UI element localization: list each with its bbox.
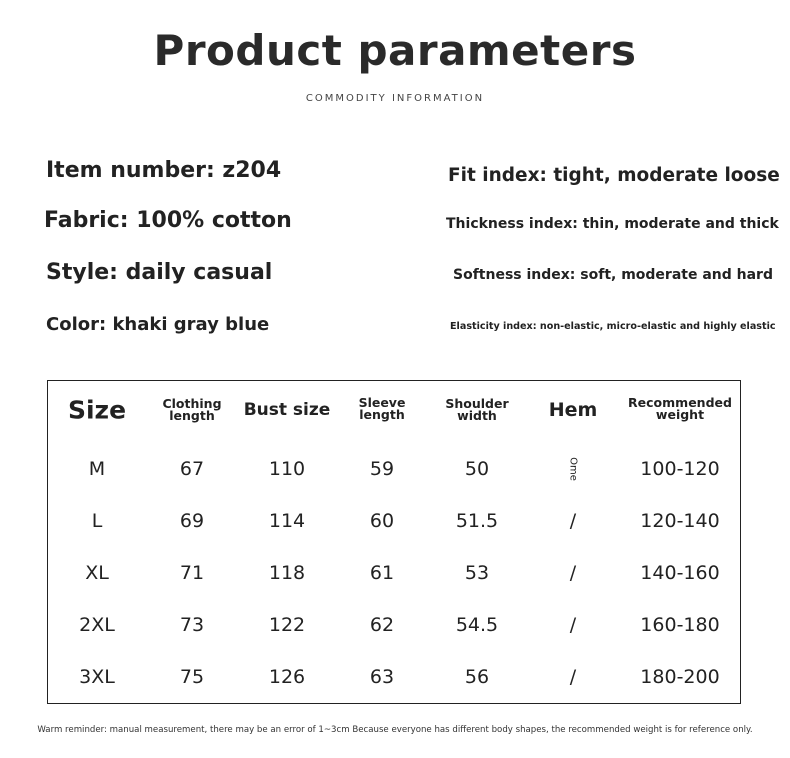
cell-hem: / — [569, 614, 577, 636]
header-bust-size: Bust size — [243, 400, 331, 420]
spec-style: Style: daily casual — [46, 260, 273, 285]
cell-shoulder: 54.5 — [455, 614, 499, 636]
cell-sleeve: 61 — [369, 562, 395, 584]
header-sleeve-length-line1: Sleeve — [358, 395, 406, 410]
header-recommended-weight-line2: weight — [655, 407, 705, 422]
cell-clothing-length: 73 — [179, 614, 205, 636]
spec-fabric: Fabric: 100% cotton — [44, 208, 292, 233]
cell-hem: / — [569, 562, 577, 584]
cell-clothing-length: 69 — [179, 510, 205, 532]
cell-shoulder: 51.5 — [455, 510, 499, 532]
cell-bust: 126 — [268, 666, 306, 688]
cell-sleeve: 63 — [369, 666, 395, 688]
cell-bust: 118 — [268, 562, 306, 584]
header-shoulder-width-line2: width — [457, 408, 497, 423]
header-size: Size — [67, 395, 127, 425]
cell-weight: 160-180 — [640, 614, 720, 636]
size-table — [47, 380, 741, 704]
header-recommended-weight-line1: Recommended — [628, 395, 732, 410]
cell-bust: 110 — [268, 458, 306, 480]
spec-thickness-index: Thickness index: thin, moderate and thick — [446, 216, 779, 232]
cell-clothing-length: 67 — [179, 458, 205, 480]
cell-shoulder: 56 — [464, 666, 490, 688]
header-sleeve-length-line2: length — [359, 407, 405, 422]
header-clothing-length-line1: Clothing — [162, 396, 222, 411]
cell-sleeve: 62 — [369, 614, 395, 636]
cell-sleeve: 59 — [369, 458, 395, 480]
cell-weight: 140-160 — [640, 562, 720, 584]
cell-shoulder: 53 — [464, 562, 490, 584]
cell-weight: 180-200 — [640, 666, 720, 688]
spec-color: Color: khaki gray blue — [46, 314, 270, 335]
spec-item-number: Item number: z204 — [46, 158, 282, 183]
spec-fit-index: Fit index: tight, moderate loose — [448, 165, 780, 186]
cell-size: L — [91, 510, 103, 532]
cell-size: M — [88, 458, 106, 480]
cell-sleeve: 60 — [369, 510, 395, 532]
warm-reminder: Warm reminder: manual measurement, there may be an error of 1~3cm Because everyone has different body shapes, the recommended weight is for reference only. — [37, 725, 753, 735]
cell-clothing-length: 75 — [179, 666, 205, 688]
cell-bust: 114 — [268, 510, 306, 532]
cell-hem: / — [569, 666, 577, 688]
cell-shoulder: 50 — [464, 458, 490, 480]
header-shoulder-width — [445, 398, 508, 422]
cell-size: 2XL — [79, 614, 115, 636]
spec-elasticity-index: Elasticity index: non-elastic, micro-elastic and highly elastic — [450, 321, 776, 332]
header-shoulder-width-line1: Shoulder — [445, 396, 509, 411]
header-hem: Hem — [548, 399, 598, 421]
header-clothing-length-line2: length — [169, 408, 215, 423]
page-title: Product parameters — [153, 26, 637, 75]
header-clothing-length — [162, 398, 221, 422]
cell-weight: 100-120 — [640, 458, 720, 480]
cell-size: 3XL — [79, 666, 115, 688]
page-subtitle: COMMODITY INFORMATION — [305, 93, 485, 104]
cell-hem: Ome — [567, 457, 579, 481]
header-recommended-weight — [628, 397, 732, 421]
cell-weight: 120-140 — [640, 510, 720, 532]
cell-bust: 122 — [268, 614, 306, 636]
cell-size: XL — [85, 562, 109, 584]
cell-hem: / — [569, 510, 577, 532]
spec-softness-index: Softness index: soft, moderate and hard — [453, 267, 773, 283]
cell-clothing-length: 71 — [179, 562, 205, 584]
header-sleeve-length — [359, 397, 406, 421]
